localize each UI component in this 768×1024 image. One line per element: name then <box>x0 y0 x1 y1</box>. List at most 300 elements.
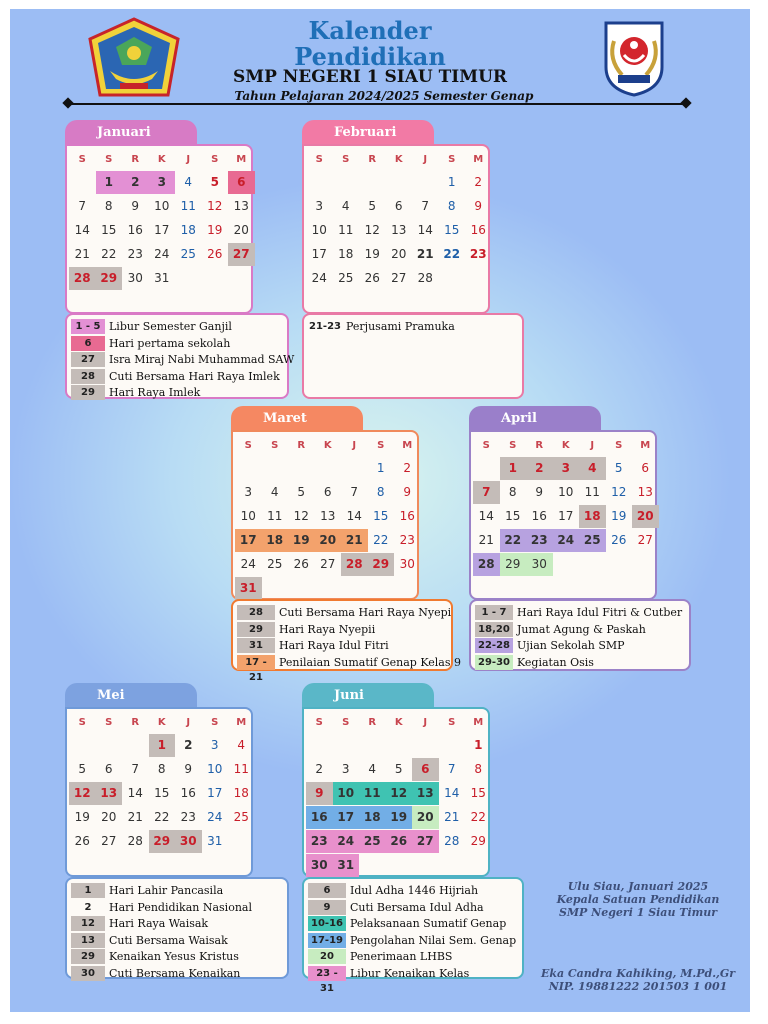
day-header: S <box>315 717 323 728</box>
day-cell: 28 <box>127 834 143 848</box>
day-cell: 16 <box>531 509 547 523</box>
day-cell: 3 <box>149 171 176 194</box>
day-header: S <box>315 154 323 165</box>
day-cell: 2 <box>403 461 412 475</box>
day-cell: 30 <box>175 830 202 853</box>
legend-text: Hari Pendidikan Nasional <box>109 900 252 914</box>
day-cell: 30 <box>127 271 143 285</box>
day-cell: 19 <box>207 223 223 237</box>
day-header: R <box>368 154 377 165</box>
day-cell: 6 <box>394 199 403 213</box>
legend-text: Hari Raya Waisak <box>109 917 209 930</box>
day-cell: 21 <box>444 810 460 824</box>
legend-text: Jumat Agung & Paskah <box>517 622 646 636</box>
day-cell: 22 <box>470 810 486 824</box>
day-cell: 27 <box>228 243 255 266</box>
legend-key: 18,20 <box>475 622 513 637</box>
month-calendar-juni <box>302 707 490 877</box>
day-cell: 20 <box>233 223 249 237</box>
day-cell: 24 <box>553 529 580 552</box>
legend-juni <box>302 877 524 994</box>
day-cell: 16 <box>306 806 333 829</box>
day-cell: 29 <box>368 553 395 576</box>
legend-key: 23 - 31 <box>308 966 346 981</box>
day-header: S <box>271 440 279 451</box>
day-cell: 23 <box>127 247 143 261</box>
day-cell: 8 <box>508 485 517 499</box>
day-cell: 5 <box>297 485 306 499</box>
day-header: M <box>236 154 247 165</box>
day-cell: 12 <box>386 782 413 805</box>
day-cell: 15 <box>373 509 389 523</box>
legend-key: 29 <box>71 949 105 964</box>
day-cell: 18 <box>180 223 196 237</box>
signature-name: Eka Candra Kahiking, M.Pd.,Gr <box>540 967 736 980</box>
day-cell: 26 <box>364 271 380 285</box>
day-cell: 16 <box>127 223 143 237</box>
day-cell: 21 <box>478 533 494 547</box>
day-cell: 3 <box>244 485 253 499</box>
day-header: S <box>482 440 490 451</box>
legend-key: 12 <box>71 916 105 931</box>
day-header: S <box>615 440 623 451</box>
day-cell: 1 <box>376 461 385 475</box>
month-tab-april: April <box>469 406 601 432</box>
calendar-page <box>10 9 750 1012</box>
day-cell: 9 <box>184 762 193 776</box>
day-cell: 19 <box>288 529 315 552</box>
day-cell: 26 <box>611 533 627 547</box>
day-cell: 19 <box>611 509 627 523</box>
legend-key: 28 <box>71 369 105 384</box>
legend-key: 13 <box>71 933 105 948</box>
day-header: M <box>236 717 247 728</box>
day-cell: 21 <box>416 247 434 261</box>
day-cell: 17 <box>207 786 223 800</box>
day-cell: 25 <box>359 830 386 853</box>
day-cell: 7 <box>447 762 456 776</box>
day-header: K <box>394 717 403 728</box>
day-cell: 7 <box>78 199 87 213</box>
day-header: S <box>105 717 113 728</box>
day-cell: 9 <box>306 782 333 805</box>
month-tab-februari: Februari <box>302 120 434 146</box>
day-header: K <box>323 440 332 451</box>
day-cell: 13 <box>391 223 407 237</box>
day-cell: 16 <box>180 786 196 800</box>
legend-april <box>469 599 691 671</box>
day-cell: 10 <box>240 509 256 523</box>
legend-text: Cuti Bersama Idul Adha <box>350 900 484 914</box>
day-cell: 14 <box>478 509 494 523</box>
day-cell: 11 <box>359 782 386 805</box>
day-cell: 29 <box>470 834 486 848</box>
title-line-1: Kalender <box>308 16 432 45</box>
day-cell: 15 <box>505 509 521 523</box>
day-cell: 15 <box>470 786 486 800</box>
day-cell: 30 <box>526 553 553 576</box>
day-cell: 12 <box>611 485 627 499</box>
month-calendar-januari <box>65 144 253 314</box>
legend-key: 1 - 5 <box>71 319 105 334</box>
day-cell: 14 <box>346 509 362 523</box>
day-header: K <box>157 717 166 728</box>
day-cell: 1 <box>149 734 176 757</box>
day-cell: 3 <box>341 762 350 776</box>
month-calendar-april <box>469 430 657 600</box>
day-cell: 2 <box>122 171 149 194</box>
day-cell: 26 <box>207 247 223 261</box>
day-cell: 6 <box>104 762 113 776</box>
legend-text: Ujian Sekolah SMP <box>517 639 625 652</box>
day-cell: 26 <box>293 557 309 571</box>
legend-text: Hari Lahir Pancasila <box>109 884 224 897</box>
day-header: S <box>342 154 350 165</box>
day-cell: 20 <box>391 247 407 261</box>
day-header: K <box>157 154 166 165</box>
day-cell: 30 <box>306 854 333 877</box>
legend-text: Idul Adha 1446 Hijriah <box>350 884 479 897</box>
day-cell: 5 <box>210 175 219 189</box>
day-header: M <box>402 440 413 451</box>
day-header: S <box>211 717 219 728</box>
day-cell: 12 <box>207 199 223 213</box>
legend-text: Hari pertama sekolah <box>109 336 231 350</box>
day-cell: 24 <box>154 247 170 261</box>
day-cell: 24 <box>207 810 223 824</box>
day-header: S <box>78 154 86 165</box>
day-cell: 13 <box>637 485 653 499</box>
day-cell: 22 <box>500 529 527 552</box>
day-cell: 25 <box>338 271 354 285</box>
day-cell: 20 <box>632 505 659 528</box>
day-header: R <box>131 154 140 165</box>
day-cell: 2 <box>474 175 483 189</box>
day-cell: 4 <box>237 738 246 752</box>
month-tab-juni: Juni <box>302 683 434 709</box>
day-cell: 28 <box>417 271 433 285</box>
day-header: M <box>473 717 484 728</box>
day-cell: 4 <box>341 199 350 213</box>
day-header: R <box>131 717 140 728</box>
day-cell: 3 <box>315 199 324 213</box>
legend-text: Cuti Bersama Kenaikan <box>109 966 241 980</box>
day-header: J <box>186 154 191 165</box>
day-cell: 10 <box>311 223 327 237</box>
day-cell: 23 <box>399 533 415 547</box>
legend-text: Pengolahan Nilai Sem. Genap <box>350 933 517 947</box>
legend-key: 30 <box>71 966 105 981</box>
day-header: K <box>394 154 403 165</box>
day-cell: 7 <box>350 485 359 499</box>
legend-key: 6 <box>71 336 105 351</box>
day-cell: 1 <box>447 175 456 189</box>
day-cell: 17 <box>311 247 327 261</box>
legend-key: 22-28 <box>475 638 513 653</box>
day-cell: 10 <box>333 782 360 805</box>
day-header: J <box>423 717 428 728</box>
day-cell: 8 <box>157 762 166 776</box>
day-header: J <box>590 440 595 451</box>
day-cell: 12 <box>69 782 96 805</box>
day-cell: 5 <box>368 199 377 213</box>
legend-key: 17-19 <box>308 933 346 948</box>
day-cell: 12 <box>364 223 380 237</box>
day-cell: 13 <box>412 782 439 805</box>
legend-key: 21-23 <box>309 321 341 332</box>
legend-key: 27 <box>71 352 105 367</box>
day-cell: 8 <box>104 199 113 213</box>
day-cell: 11 <box>338 223 354 237</box>
day-cell: 28 <box>473 553 500 576</box>
day-cell: 22 <box>373 533 389 547</box>
day-cell: 26 <box>74 834 90 848</box>
day-cell: 8 <box>474 762 483 776</box>
legend-text: Hari Raya Nyepii <box>279 622 376 636</box>
day-header: S <box>78 717 86 728</box>
day-cell: 31 <box>333 854 360 877</box>
day-cell: 6 <box>323 485 332 499</box>
day-cell: 15 <box>101 223 117 237</box>
day-cell: 18 <box>359 806 386 829</box>
month-calendar-februari <box>302 144 490 314</box>
day-cell: 16 <box>399 509 415 523</box>
legend-key: 28 <box>237 605 275 620</box>
day-cell: 29 <box>96 267 123 290</box>
day-cell: 10 <box>207 762 223 776</box>
day-cell: 24 <box>333 830 360 853</box>
legend-key: 6 <box>308 883 346 898</box>
day-cell: 9 <box>535 485 544 499</box>
day-header: J <box>186 717 191 728</box>
day-cell: 22 <box>101 247 117 261</box>
day-cell: 4 <box>184 175 193 189</box>
day-cell: 5 <box>614 461 623 475</box>
day-cell: 29 <box>500 553 527 576</box>
day-cell: 18 <box>262 529 289 552</box>
day-cell: 21 <box>127 810 143 824</box>
title-line-2: Pendidikan <box>294 42 446 71</box>
day-cell: 13 <box>96 782 123 805</box>
day-cell: 22 <box>154 810 170 824</box>
day-cell: 3 <box>553 457 580 480</box>
day-cell: 10 <box>154 199 170 213</box>
divider-right-diamond <box>680 97 691 108</box>
day-cell: 8 <box>376 485 385 499</box>
legend-text: Penilaian Sumatif Genap Kelas 9 <box>279 655 461 669</box>
day-cell: 29 <box>149 830 176 853</box>
day-header: S <box>377 440 385 451</box>
legend-key: 10-16 <box>308 916 346 931</box>
month-tab-maret: Maret <box>231 406 363 432</box>
day-header: R <box>368 717 377 728</box>
legend-key: 1 - 7 <box>475 605 513 620</box>
day-header: J <box>423 154 428 165</box>
header-divider <box>68 103 688 105</box>
day-cell: 24 <box>311 271 327 285</box>
day-cell: 9 <box>403 485 412 499</box>
day-cell: 17 <box>558 509 574 523</box>
day-cell: 24 <box>240 557 256 571</box>
legend-text: Hari Raya Idul Fitri & Cutber <box>517 606 683 619</box>
day-cell: 18 <box>233 786 249 800</box>
day-cell: 4 <box>368 762 377 776</box>
day-cell: 23 <box>469 247 487 261</box>
day-cell: 14 <box>127 786 143 800</box>
signature-place-date: Ulu Siau, Januari 2025 <box>567 880 709 893</box>
day-cell: 20 <box>412 806 439 829</box>
day-cell: 31 <box>154 271 170 285</box>
legend-text: Pelaksanaan Sumatif Genap <box>350 917 507 930</box>
day-header: M <box>640 440 651 451</box>
day-cell: 7 <box>131 762 140 776</box>
day-cell: 31 <box>207 834 223 848</box>
day-cell: 27 <box>320 557 336 571</box>
day-cell: 28 <box>444 834 460 848</box>
day-cell: 15 <box>444 223 460 237</box>
day-cell: 19 <box>74 810 90 824</box>
day-header: K <box>561 440 570 451</box>
legend-mei <box>65 877 289 979</box>
day-cell: 10 <box>558 485 574 499</box>
legend-text: Isra Miraj Nabi Muhammad SAW <box>109 353 295 366</box>
legend-text: Kegiatan Osis <box>517 655 594 669</box>
day-cell: 28 <box>341 553 368 576</box>
day-cell: 17 <box>333 806 360 829</box>
day-cell: 26 <box>386 830 413 853</box>
day-cell: 25 <box>267 557 283 571</box>
month-calendar-mei <box>65 707 253 877</box>
day-header: R <box>297 440 306 451</box>
day-cell: 27 <box>637 533 653 547</box>
day-cell: 4 <box>579 457 606 480</box>
divider-left-diamond <box>62 97 73 108</box>
legend-key: 29 <box>237 622 275 637</box>
school-name: SMP NEGERI 1 SIAU TIMUR <box>232 67 508 87</box>
legend-key: 29 <box>71 385 105 400</box>
day-cell: 12 <box>293 509 309 523</box>
day-cell: 14 <box>444 786 460 800</box>
legend-key: 20 <box>308 949 346 964</box>
legend-key: 29-30 <box>475 655 513 670</box>
legend-key: 1 <box>71 883 105 898</box>
legend-text: Libur Semester Ganjil <box>109 320 232 333</box>
legend-text: Cuti Bersama Waisak <box>109 933 228 947</box>
day-cell: 22 <box>443 247 461 261</box>
day-cell: 30 <box>399 557 415 571</box>
legend-text: Perjusami Pramuka <box>346 320 455 333</box>
month-calendar-maret <box>231 430 419 600</box>
day-cell: 9 <box>131 199 140 213</box>
day-cell: 23 <box>526 529 553 552</box>
signature-position-1: Kepala Satuan Pendidikan <box>556 893 720 906</box>
day-cell: 25 <box>233 810 249 824</box>
legend-key: 9 <box>308 900 346 915</box>
day-cell: 20 <box>101 810 117 824</box>
legend-text: Penerimaan LHBS <box>350 950 453 963</box>
day-cell: 11 <box>233 762 249 776</box>
day-cell: 31 <box>235 577 262 600</box>
day-cell: 8 <box>447 199 456 213</box>
legend-februari <box>302 313 524 399</box>
day-cell: 27 <box>412 830 439 853</box>
day-cell: 20 <box>315 529 342 552</box>
month-tab-januari: Januari <box>65 120 197 146</box>
day-cell: 19 <box>364 247 380 261</box>
day-header: S <box>244 440 252 451</box>
day-cell: 6 <box>228 171 255 194</box>
day-cell: 27 <box>391 271 407 285</box>
legend-text: Hari Raya Imlek <box>109 386 201 399</box>
day-header: S <box>211 154 219 165</box>
day-cell: 2 <box>526 457 553 480</box>
day-cell: 19 <box>386 806 413 829</box>
day-cell: 15 <box>154 786 170 800</box>
day-cell: 21 <box>341 529 368 552</box>
day-cell: 14 <box>417 223 433 237</box>
day-cell: 25 <box>579 529 606 552</box>
day-header: S <box>448 717 456 728</box>
day-cell: 13 <box>233 199 249 213</box>
day-cell: 1 <box>500 457 527 480</box>
day-header: S <box>105 154 113 165</box>
day-cell: 1 <box>96 171 123 194</box>
month-tab-mei: Mei <box>65 683 197 709</box>
legend-maret <box>231 599 461 683</box>
day-header: S <box>509 440 517 451</box>
day-cell: 1 <box>474 738 483 752</box>
day-header: S <box>448 154 456 165</box>
day-cell: 2 <box>315 762 324 776</box>
legend-key: 2 <box>84 901 92 913</box>
day-header: M <box>473 154 484 165</box>
day-header: R <box>535 440 544 451</box>
day-cell: 18 <box>579 505 606 528</box>
day-cell: 2 <box>184 738 193 752</box>
day-header: S <box>342 717 350 728</box>
day-cell: 27 <box>101 834 117 848</box>
day-cell: 21 <box>74 247 90 261</box>
day-cell: 13 <box>320 509 336 523</box>
day-cell: 5 <box>78 762 87 776</box>
day-cell: 25 <box>180 247 196 261</box>
day-cell: 5 <box>394 762 403 776</box>
legend-text: Kenaikan Yesus Kristus <box>109 950 239 963</box>
legend-text: Libur Kenaikan Kelas <box>350 966 470 980</box>
legend-text: Cuti Bersama Hari Raya Imlek <box>109 369 280 383</box>
day-cell: 23 <box>180 810 196 824</box>
day-cell: 11 <box>584 485 600 499</box>
legend-text: Hari Raya Idul Fitri <box>279 639 389 652</box>
academic-year: Tahun Pelajaran 2024/2025 Semester Genap <box>234 89 534 103</box>
signature-nip: NIP. 19881222 201503 1 001 <box>548 980 728 993</box>
day-cell: 16 <box>470 223 486 237</box>
day-cell: 9 <box>474 199 483 213</box>
day-cell: 7 <box>473 481 500 504</box>
signature-position-2: SMP Negeri 1 Siau Timur <box>558 906 718 919</box>
day-cell: 11 <box>180 199 196 213</box>
day-cell: 3 <box>210 738 219 752</box>
day-cell: 6 <box>641 461 650 475</box>
legend-key: 31 <box>237 638 275 653</box>
day-cell: 14 <box>74 223 90 237</box>
day-header: J <box>352 440 357 451</box>
day-cell: 23 <box>306 830 333 853</box>
day-cell: 28 <box>69 267 96 290</box>
legend-text: Cuti Bersama Hari Raya Nyepi <box>279 606 452 619</box>
day-cell: 17 <box>235 529 262 552</box>
day-cell: 7 <box>421 199 430 213</box>
